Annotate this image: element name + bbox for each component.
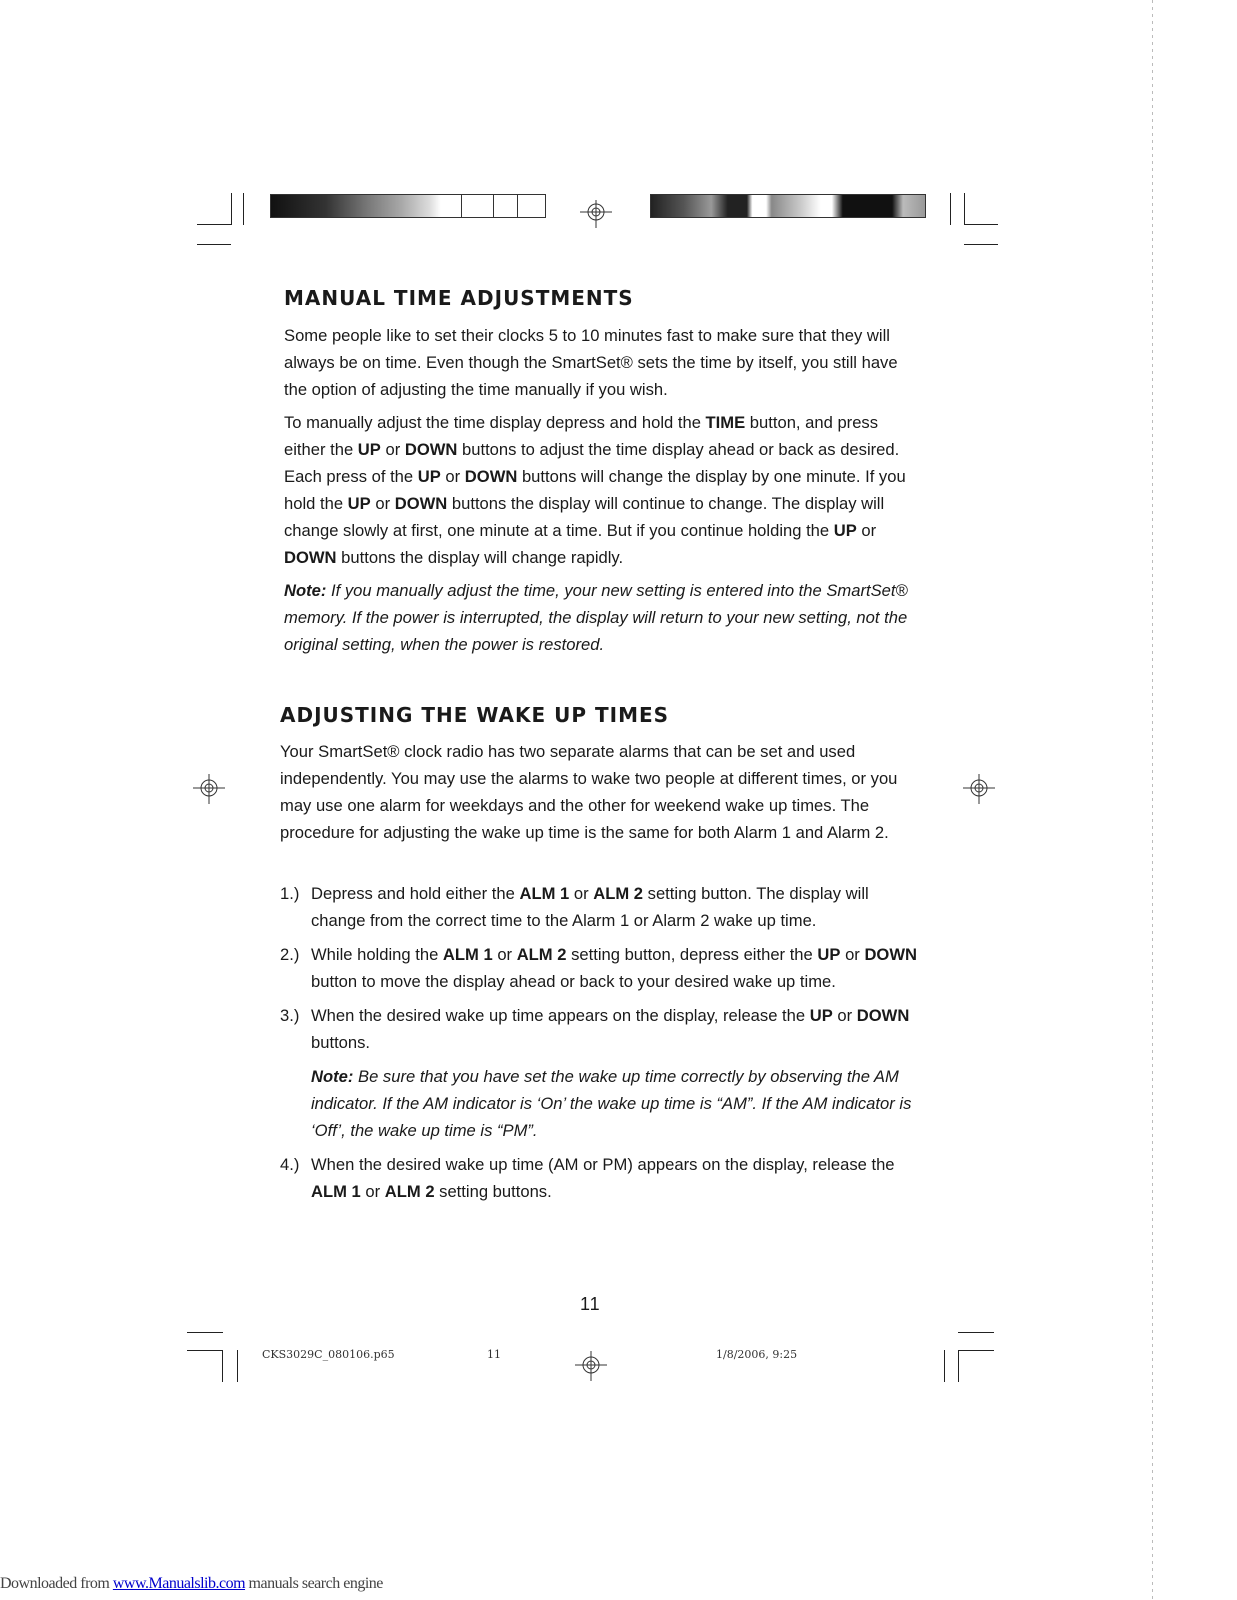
print-datetime: 1/8/2006, 9:25 (716, 1348, 798, 1361)
note-label: Note: (284, 581, 327, 600)
up-button-ref: UP (417, 467, 441, 486)
download-watermark: Downloaded from www.Manualslib.com manuals search engine (0, 1575, 383, 1592)
list-item: 4.) When the desired wake up time (AM or PM) appears on the display, release the ALM 1 or ALM 2 setting buttons. (280, 1155, 895, 1201)
scan-edge-line (1152, 0, 1153, 1600)
print-filename: CKS3029C_080106.p65 (262, 1348, 395, 1361)
up-button-ref: UP (357, 440, 381, 459)
up-button-ref: UP (833, 521, 857, 540)
page-number: 11 (580, 1294, 601, 1314)
time-button-ref: TIME (705, 413, 746, 432)
color-calibration-bar-right (650, 194, 926, 218)
up-button-ref: UP (347, 494, 371, 513)
list-item: 2.) While holding the ALM 1 or ALM 2 setting button, depress either the UP or DOWN button to move the display ahead or back to your desired wake up time. (280, 945, 917, 991)
registration-target-icon (963, 772, 995, 804)
crop-mark-top-left (243, 193, 244, 225)
wake-up-steps-list (280, 880, 920, 1212)
registration-target-icon (575, 1349, 607, 1381)
list-item: 1.) Depress and hold either the ALM 1 or ALM 2 setting button. The display will change from the correct time to the Alarm 1 or Alarm 2 wake up time. (280, 884, 869, 930)
crop-mark-bottom-left (187, 1332, 223, 1333)
print-page: 11 (487, 1348, 501, 1361)
crop-mark-top-right (950, 193, 951, 225)
crop-mark-top-left (231, 193, 232, 225)
color-calibration-bar-left (270, 194, 546, 218)
crop-mark-top-left (197, 244, 231, 245)
registration-target-icon (193, 772, 225, 804)
manual-time-body (284, 322, 924, 658)
crop-mark-top-right (964, 193, 965, 225)
list-item: 3.) When the desired wake up time appears on the display, release the UP or DOWN buttons. Note: Be sure that you have set the wake up time correctly by observing the AM indicator. If the AM indicator is ‘On’ the wake up time is “AM”. If the AM indicator is ‘Off’, the wake up time is “PM”. (280, 1002, 920, 1144)
paragraph: Your SmartSet® clock radio has two separate alarms that can be set and used independently. You may use the alarms to wake two people at different times, or you may use one alarm for weekdays and the other for weekend wake up times. The procedure for adjusting the wake up time is the same for both Alarm 1 and Alarm 2. (280, 742, 898, 842)
down-button-ref: DOWN (394, 494, 448, 513)
crop-mark-bottom-left (237, 1350, 238, 1382)
note-paragraph: Note: If you manually adjust the time, your new setting is entered into the SmartSet® memory. If the power is interrupted, the display will return to your new setting, not the original setting, when the power is restored. (284, 581, 908, 654)
crop-mark-bottom-left (187, 1350, 223, 1351)
note-paragraph: Note: Be sure that you have set the wake up time correctly by observing the AM indicator. If the AM indicator is ‘On’ the wake up time is “AM”. If the AM indicator is ‘Off’, the wake up time is “PM”. (311, 1067, 912, 1140)
down-button-ref: DOWN (404, 440, 458, 459)
crop-mark-bottom-right (958, 1332, 994, 1333)
paragraph: To manually adjust the time display depress and hold the TIME button, and press either the UP or DOWN buttons to adjust the time display ahead or back as desired. Each press of the UP or DOWN buttons will change the display by one minute. If you hold the UP or DOWN buttons the display will continue to change. The display will change slowly at first, one minute at a time. But if you continue holding the UP or DOWN buttons the display will change rapidly. (284, 413, 906, 567)
registration-target-icon (580, 196, 612, 228)
crop-mark-bottom-right (958, 1350, 994, 1351)
manualslib-link[interactable]: www.Manualslib.com (112, 1575, 246, 1592)
crop-mark-bottom-right (958, 1350, 959, 1382)
crop-mark-top-left (197, 224, 231, 225)
crop-mark-top-right (964, 224, 998, 225)
down-button-ref: DOWN (464, 467, 518, 486)
crop-mark-bottom-left (222, 1350, 223, 1382)
crop-mark-bottom-right (944, 1350, 945, 1382)
down-button-ref: DOWN (284, 548, 337, 567)
paragraph: Some people like to set their clocks 5 to 10 minutes fast to make sure that they will always be on time. Even though the SmartSet® sets the time by itself, you still have the option of adjusting the time manually if you wish. (284, 326, 898, 399)
wake-up-intro (280, 738, 920, 846)
section-heading-wake-up: ADJUSTING THE WAKE UP TIMES (280, 703, 670, 727)
note-label: Note: (311, 1067, 354, 1086)
crop-mark-top-right (964, 244, 998, 245)
section-heading-manual-time: MANUAL TIME ADJUSTMENTS (284, 286, 634, 310)
